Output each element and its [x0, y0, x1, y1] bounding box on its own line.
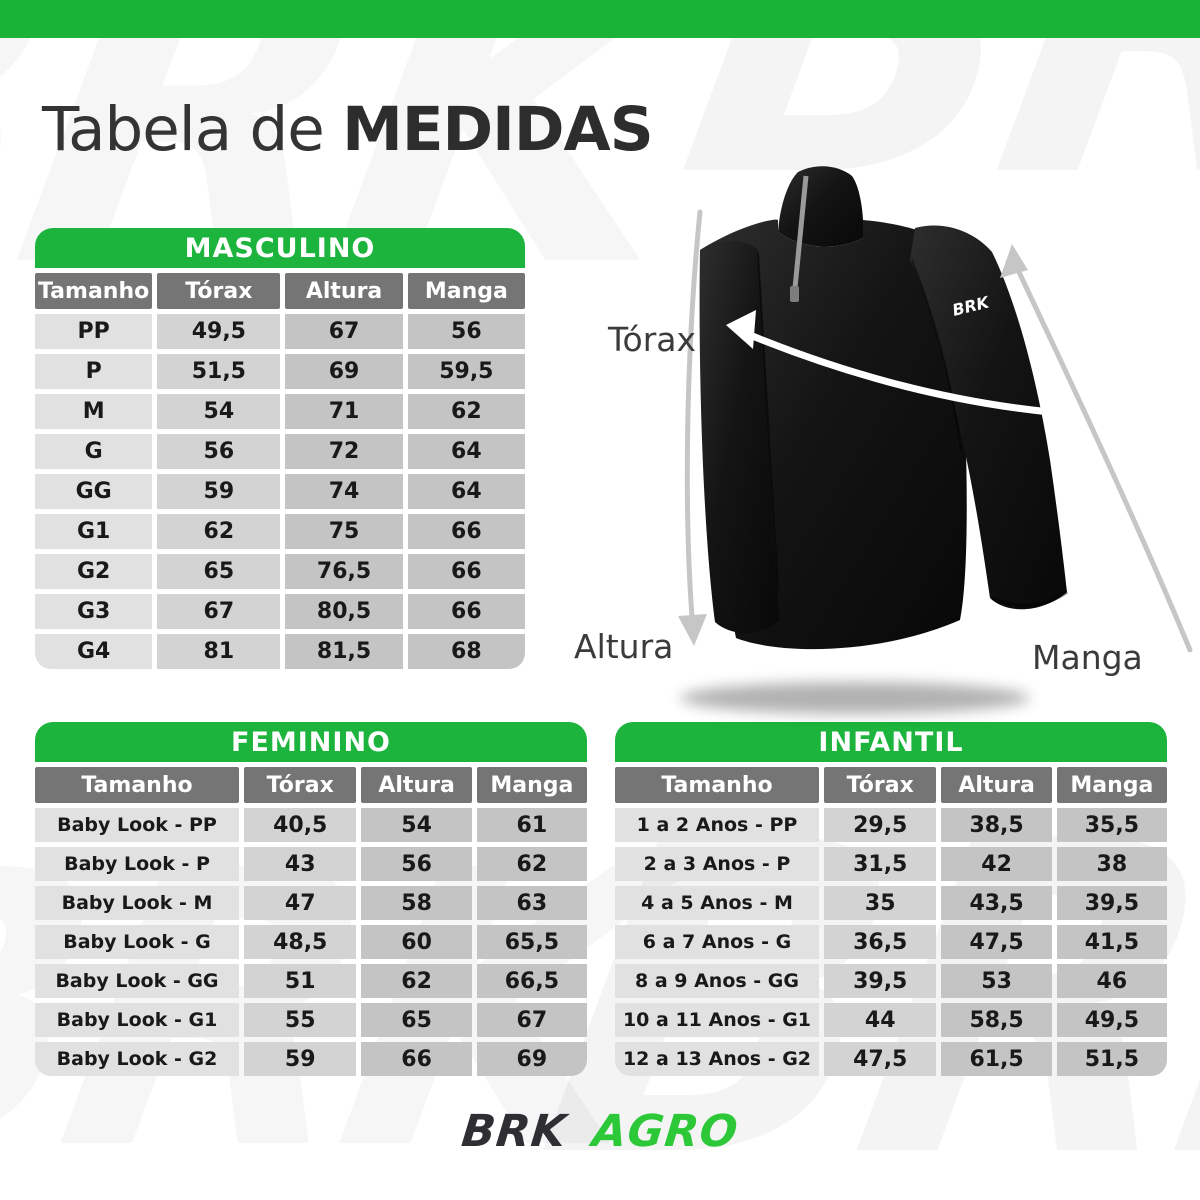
measure-cell: 72: [285, 434, 402, 469]
measure-cell: 66: [361, 1042, 471, 1076]
size-cell: 6 a 7 Anos - G: [615, 925, 819, 959]
table-row: [35, 554, 525, 589]
measure-cell: 39,5: [1057, 886, 1167, 920]
manga-label: Manga: [1032, 638, 1143, 677]
masculino-size-table: [35, 228, 525, 669]
table-row: [35, 1003, 587, 1037]
size-cell: G3: [35, 594, 152, 629]
size-cell: PP: [35, 314, 152, 349]
measure-cell: 76,5: [285, 554, 402, 589]
measure-cell: 38: [1057, 847, 1167, 881]
measure-cell: 67: [477, 1003, 587, 1037]
measure-cell: 66: [408, 594, 525, 629]
measure-cell: 49,5: [1057, 1003, 1167, 1037]
table-row: [35, 514, 525, 549]
feminino-size-table: [35, 722, 587, 1076]
table-row: [615, 1003, 1167, 1037]
masculino-table-title: MASCULINO: [35, 228, 525, 268]
column-header-masculino-2: Altura: [285, 273, 402, 309]
size-cell: 8 a 9 Anos - GG: [615, 964, 819, 998]
measure-cell: 51,5: [157, 354, 280, 389]
size-cell: 4 a 5 Anos - M: [615, 886, 819, 920]
infantil-table-header-row: [615, 767, 1167, 803]
measure-cell: 58: [361, 886, 471, 920]
measure-cell: 59: [244, 1042, 356, 1076]
measure-cell: 67: [157, 594, 280, 629]
measure-cell: 35: [824, 886, 936, 920]
column-header-feminino-3: Manga: [477, 767, 587, 803]
column-header-feminino-2: Altura: [361, 767, 471, 803]
column-header-infantil-1: Tórax: [824, 767, 936, 803]
page-title-bold: MEDIDAS: [342, 94, 653, 165]
column-header-infantil-0: Tamanho: [615, 767, 819, 803]
measure-cell: 75: [285, 514, 402, 549]
infantil-table-body: [615, 808, 1167, 1076]
measure-cell: 51,5: [1057, 1042, 1167, 1076]
measure-cell: 68: [408, 634, 525, 669]
footer-brand-logo: [0, 1106, 1200, 1157]
feminino-table-title: FEMININO: [35, 722, 587, 762]
measure-cell: 31,5: [824, 847, 936, 881]
shirt-chest-logo: BRK: [950, 292, 991, 320]
column-header-masculino-0: Tamanho: [35, 273, 152, 309]
table-row: [35, 886, 587, 920]
table-row: [35, 1042, 587, 1076]
size-cell: G: [35, 434, 152, 469]
column-header-masculino-3: Manga: [408, 273, 525, 309]
measure-cell: 80,5: [285, 594, 402, 629]
measure-cell: 29,5: [824, 808, 936, 842]
measure-cell: 38,5: [941, 808, 1051, 842]
column-header-feminino-0: Tamanho: [35, 767, 239, 803]
infantil-size-table: [615, 722, 1167, 1076]
measure-cell: 69: [285, 354, 402, 389]
size-cell: G2: [35, 554, 152, 589]
measure-cell: 74: [285, 474, 402, 509]
table-row: [615, 1042, 1167, 1076]
column-header-masculino-1: Tórax: [157, 273, 280, 309]
measure-cell: 54: [361, 808, 471, 842]
measure-cell: 36,5: [824, 925, 936, 959]
measure-cell: 41,5: [1057, 925, 1167, 959]
table-row: [615, 925, 1167, 959]
size-cell: Baby Look - G: [35, 925, 239, 959]
measure-cell: 53: [941, 964, 1051, 998]
table-row: [35, 434, 525, 469]
infantil-table-title: INFANTIL: [615, 722, 1167, 762]
measure-cell: 46: [1057, 964, 1167, 998]
masculino-table-body: [35, 314, 525, 669]
table-row: [35, 394, 525, 429]
page-title-regular: Tabela de: [42, 94, 324, 165]
measure-cell: 61: [477, 808, 587, 842]
measure-cell: 66,5: [477, 964, 587, 998]
size-cell: Baby Look - M: [35, 886, 239, 920]
measure-cell: 43: [244, 847, 356, 881]
measure-cell: 65: [157, 554, 280, 589]
table-row: [35, 964, 587, 998]
table-row: [35, 634, 525, 669]
table-row: [615, 886, 1167, 920]
size-cell: Baby Look - G1: [35, 1003, 239, 1037]
measure-cell: 59,5: [408, 354, 525, 389]
measure-cell: 62: [408, 394, 525, 429]
size-cell: M: [35, 394, 152, 429]
table-row: [35, 594, 525, 629]
footer-logo-brk: BRK: [459, 1106, 570, 1157]
size-cell: Baby Look - P: [35, 847, 239, 881]
table-row: [35, 847, 587, 881]
size-cell: 1 a 2 Anos - PP: [615, 808, 819, 842]
measure-cell: 64: [408, 474, 525, 509]
measure-cell: 67: [285, 314, 402, 349]
measure-cell: 35,5: [1057, 808, 1167, 842]
measure-cell: 64: [408, 434, 525, 469]
measure-cell: 81,5: [285, 634, 402, 669]
table-row: [35, 314, 525, 349]
size-cell: GG: [35, 474, 152, 509]
measure-cell: 59: [157, 474, 280, 509]
table-row: [35, 808, 587, 842]
measure-cell: 69: [477, 1042, 587, 1076]
measure-cell: 62: [477, 847, 587, 881]
measure-cell: 40,5: [244, 808, 356, 842]
table-row: [35, 354, 525, 389]
feminino-table-body: [35, 808, 587, 1076]
size-cell: 12 a 13 Anos - G2: [615, 1042, 819, 1076]
measure-cell: 58,5: [941, 1003, 1051, 1037]
size-cell: Baby Look - PP: [35, 808, 239, 842]
measure-cell: 61,5: [941, 1042, 1051, 1076]
measure-cell: 47,5: [941, 925, 1051, 959]
measure-cell: 71: [285, 394, 402, 429]
size-cell: 10 a 11 Anos - G1: [615, 1003, 819, 1037]
measure-cell: 42: [941, 847, 1051, 881]
size-cell: G4: [35, 634, 152, 669]
feminino-table-header-row: [35, 767, 587, 803]
footer-logo-agro: AGRO: [590, 1106, 741, 1157]
table-row: [615, 808, 1167, 842]
measure-cell: 62: [157, 514, 280, 549]
table-row: [615, 847, 1167, 881]
measure-cell: 49,5: [157, 314, 280, 349]
torax-label: Tórax: [608, 320, 697, 359]
measure-cell: 66: [408, 514, 525, 549]
measure-cell: 44: [824, 1003, 936, 1037]
measure-cell: 65,5: [477, 925, 587, 959]
measure-cell: 55: [244, 1003, 356, 1037]
top-accent-bar: [0, 0, 1200, 38]
measure-cell: 62: [361, 964, 471, 998]
measure-cell: 56: [361, 847, 471, 881]
altura-label: Altura: [574, 627, 674, 666]
table-row: [35, 474, 525, 509]
masculino-table-header-row: [35, 273, 525, 309]
measure-cell: 63: [477, 886, 587, 920]
column-header-infantil-3: Manga: [1057, 767, 1167, 803]
measure-cell: 60: [361, 925, 471, 959]
measure-cell: 48,5: [244, 925, 356, 959]
measure-cell: 65: [361, 1003, 471, 1037]
measure-cell: 66: [408, 554, 525, 589]
measure-cell: 51: [244, 964, 356, 998]
shirt-shadow: [680, 682, 1030, 714]
size-cell: G1: [35, 514, 152, 549]
size-cell: P: [35, 354, 152, 389]
measure-cell: 56: [157, 434, 280, 469]
size-cell: Baby Look - G2: [35, 1042, 239, 1076]
table-row: [615, 964, 1167, 998]
measure-cell: 81: [157, 634, 280, 669]
measure-cell: 47,5: [824, 1042, 936, 1076]
measure-cell: 54: [157, 394, 280, 429]
size-cell: 2 a 3 Anos - P: [615, 847, 819, 881]
measure-cell: 56: [408, 314, 525, 349]
table-row: [35, 925, 587, 959]
measure-cell: 43,5: [941, 886, 1051, 920]
column-header-infantil-2: Altura: [941, 767, 1051, 803]
size-cell: Baby Look - GG: [35, 964, 239, 998]
column-header-feminino-1: Tórax: [244, 767, 356, 803]
measure-cell: 39,5: [824, 964, 936, 998]
measure-cell: 47: [244, 886, 356, 920]
